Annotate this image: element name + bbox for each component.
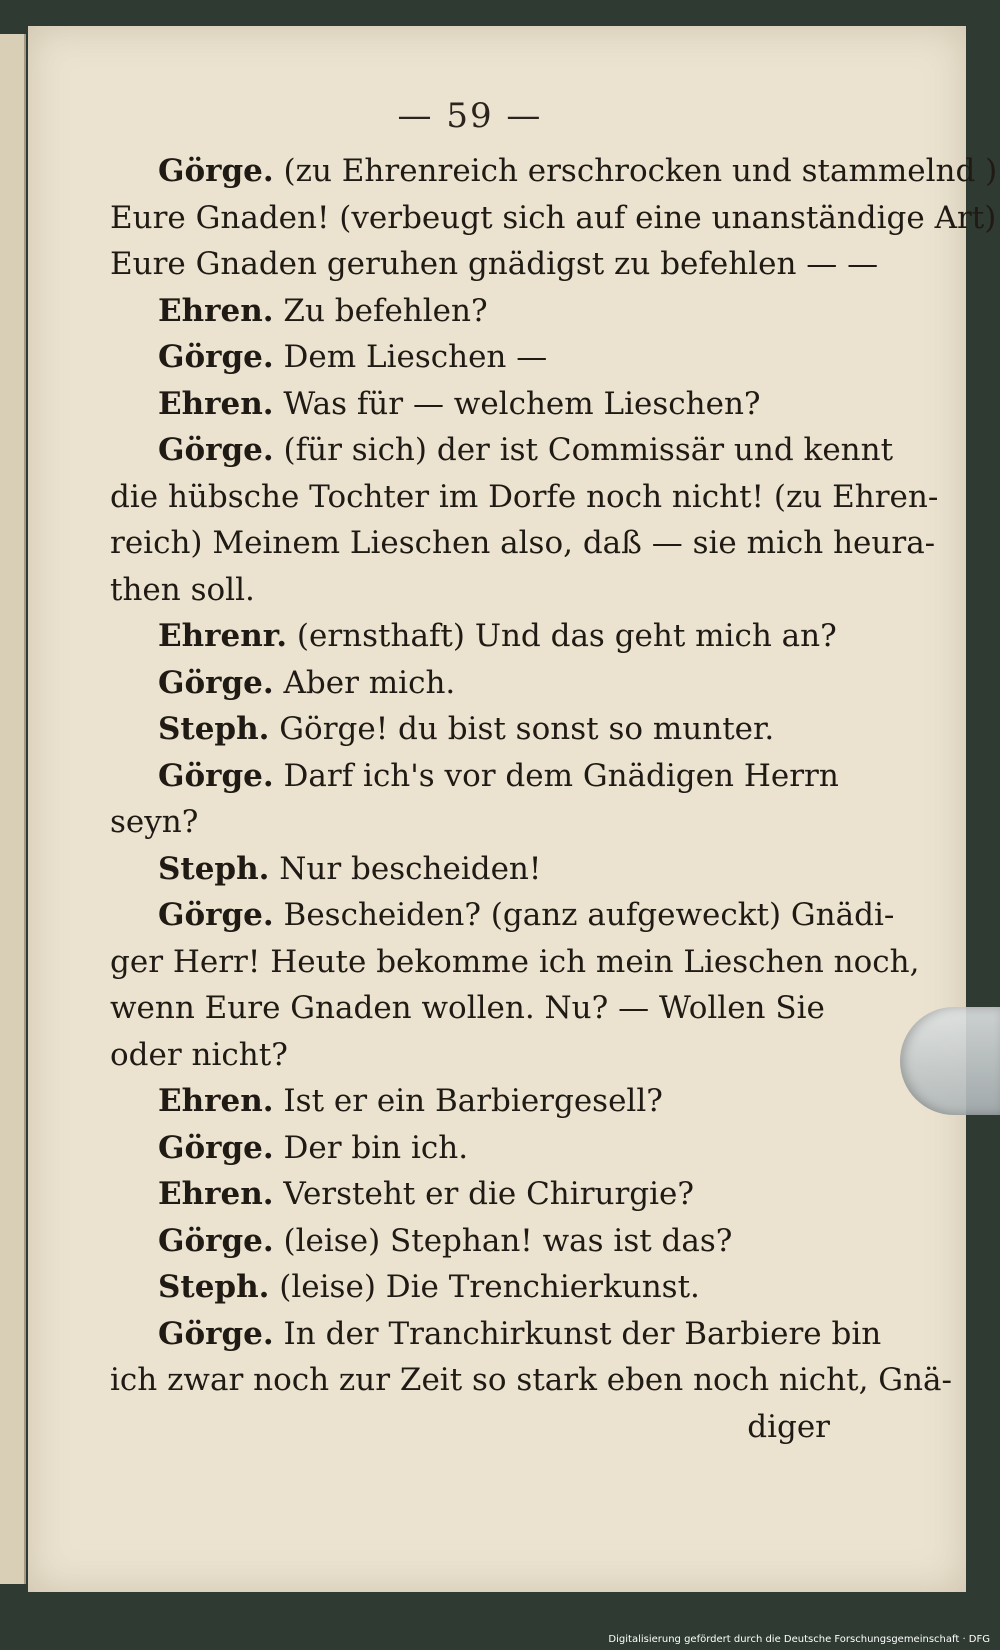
text-line — [110, 939, 920, 986]
text-line — [110, 846, 830, 893]
line-text: Görge! du bist sonst so munter. — [269, 711, 775, 747]
line-text: Aber mich. — [273, 664, 456, 701]
text-line — [110, 195, 997, 242]
text-line — [110, 1311, 882, 1358]
text-line — [110, 892, 895, 939]
book-page — [28, 26, 998, 1592]
line-text: Versteht er die Chirurgie? — [273, 1176, 695, 1212]
line-text: Eure Gnaden geruhen gnädigst zu befehlen — — — [110, 246, 879, 282]
line-text: (ernsthaft) Und das geht mich an? — [287, 618, 837, 654]
line-text: (leise) Stephan! was ist das? — [273, 1222, 733, 1259]
line-text: ger Herr! Heute bekomme ich mein Lieschen noch, — [110, 943, 920, 980]
line-text: Was für — welchem Lieschen? — [273, 385, 761, 422]
page-clip — [900, 1007, 1000, 1115]
speaker-name: Görge. — [158, 664, 274, 701]
text-lines — [110, 148, 998, 1404]
speaker-name: Steph. — [158, 850, 270, 887]
line-text: Ist er ein Barbiergesell? — [273, 1083, 663, 1119]
text-line — [110, 706, 830, 753]
text-line — [110, 241, 879, 288]
text-line — [110, 1078, 830, 1125]
line-text: Dem Lieschen — — [273, 339, 548, 375]
line-text: ich zwar noch zur Zeit so stark eben noch nicht, Gnä- — [110, 1362, 952, 1398]
line-text: (zu Ehrenreich erschrocken und stammelnd ) — [273, 153, 998, 189]
line-text: die hübsche Tochter im Dorfe noch nicht! (zu Ehren- — [110, 478, 939, 515]
speaker-name: Görge. — [158, 339, 274, 375]
text-line — [110, 985, 830, 1032]
speaker-name: Görge. — [158, 1222, 274, 1259]
text-line — [110, 613, 837, 660]
text-line — [110, 148, 998, 195]
text-line — [110, 1032, 830, 1079]
text-line — [110, 1218, 830, 1265]
line-text: Darf ich's vor dem Gnädigen Herrn — [273, 757, 839, 794]
line-text: wenn Eure Gnaden wollen. Nu? — Wollen Sie — [110, 990, 825, 1026]
page-number: — 59 — — [397, 96, 543, 136]
line-text: seyn? — [110, 804, 199, 840]
text-line — [110, 1171, 830, 1218]
speaker-name: Görge. — [158, 1129, 274, 1166]
speaker-name: Ehren. — [158, 1083, 274, 1119]
speaker-name: Görge. — [158, 432, 274, 468]
line-text: then soll. — [110, 571, 255, 608]
speaker-name: Ehren. — [158, 385, 274, 422]
text-line — [110, 520, 936, 567]
speaker-name: Ehrenr. — [158, 618, 288, 654]
text-line — [110, 1125, 830, 1172]
speaker-name: Steph. — [158, 1269, 270, 1305]
text-line — [110, 660, 830, 707]
text-line — [110, 1264, 830, 1311]
text-line — [110, 753, 839, 800]
line-text: (leise) Die Trenchierkunst. — [269, 1269, 700, 1305]
line-text: (für sich) der ist Commissär und kennt — [273, 432, 894, 468]
text-line — [110, 427, 894, 474]
text-line — [110, 474, 939, 521]
line-text: Der bin ich. — [273, 1129, 469, 1166]
speaker-name: Steph. — [158, 711, 270, 747]
line-text: Bescheiden? (ganz aufgeweckt) Gnädi- — [273, 897, 895, 933]
text-line — [110, 334, 830, 381]
footer-credit: Digitalisierung gefördert durch die Deutsche Forschungsgemeinschaft · DFG — [604, 1633, 994, 1646]
catchword: diger — [747, 1408, 830, 1445]
speaker-name: Görge. — [158, 153, 274, 189]
text-line — [110, 1357, 952, 1404]
text-line — [110, 567, 830, 614]
line-text: Eure Gnaden! (verbeugt sich auf eine unanständige Art) — [110, 199, 997, 236]
text-line — [110, 381, 830, 428]
speaker-name: Ehren. — [158, 292, 274, 329]
line-text: In der Tranchirkunst der Barbiere bin — [273, 1315, 882, 1352]
speaker-name: Görge. — [158, 897, 274, 933]
speaker-name: Görge. — [158, 757, 274, 794]
text-line — [110, 288, 830, 335]
text-line — [110, 799, 830, 846]
line-text: reich) Meinem Lieschen also, daß — sie mich heura- — [110, 525, 936, 561]
line-text: Zu befehlen? — [273, 292, 488, 329]
speaker-name: Ehren. — [158, 1176, 274, 1212]
facing-page-edge — [0, 34, 26, 1584]
line-text: oder nicht? — [110, 1036, 288, 1073]
line-text: Nur bescheiden! — [269, 850, 542, 887]
speaker-name: Görge. — [158, 1315, 274, 1352]
page-text-block — [110, 96, 998, 1450]
